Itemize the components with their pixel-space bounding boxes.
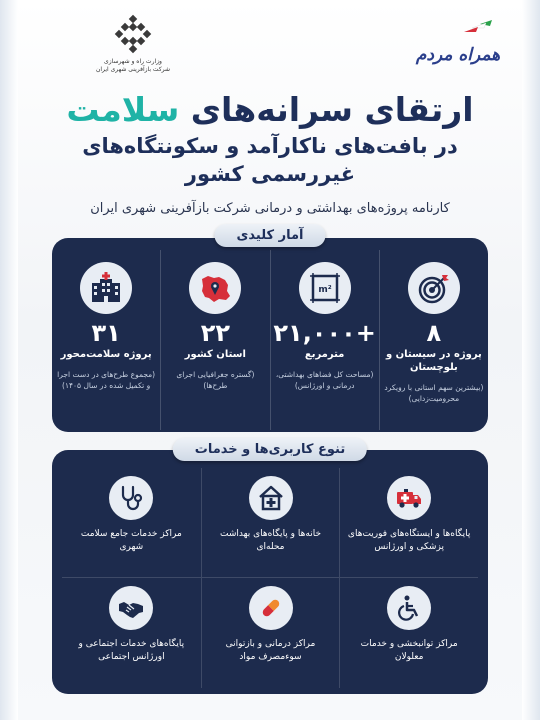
handshake-icon — [117, 594, 145, 622]
service-item — [339, 578, 478, 688]
health-house-icon — [257, 484, 285, 512]
stat-note: (بیشترین سهم استانی با رویکرد محرومیت‌زدایی) — [384, 383, 484, 403]
stat-note: (مجموع طرح‌های در دست اجرا و تکمیل شده در سال ۱۴۰۵) — [57, 370, 156, 390]
company-name: شرکت بازآفرینی شهری ایران — [95, 66, 171, 73]
stat-value: ۳۱ — [91, 319, 121, 347]
subtitle: کارنامه پروژه‌های بهداشتی و درمانی شرکت بازآفرینی شهری ایران — [90, 201, 450, 216]
stat-value: ۲۲ — [200, 319, 231, 347]
key-stats-grid — [52, 250, 488, 430]
stat-item — [270, 250, 379, 430]
service-item — [339, 468, 478, 578]
area-m2-icon-wrap — [299, 262, 351, 314]
secondary-title: در بافت‌های ناکارآمد و سکونتگاه‌های غیررسمی کشور — [82, 134, 458, 186]
stat-label: استان کشور — [184, 349, 246, 360]
service-item — [201, 578, 340, 688]
ambulance-icon — [395, 484, 423, 512]
stethoscope-icon — [117, 484, 145, 512]
stat-note: (گستره جغرافیایی اجرای طرح‌ها) — [176, 370, 255, 390]
stat-value: +۲۱,۰۰۰ — [273, 319, 376, 347]
company-emblem-icon — [113, 14, 153, 54]
area-m2-icon — [308, 271, 342, 305]
stethoscope-icon-wrap — [109, 476, 153, 520]
iran-map-icon — [198, 271, 232, 305]
stat-label: پروژه در سیستان و بلوچستان — [385, 349, 482, 373]
service-item — [62, 578, 201, 688]
service-item — [62, 468, 201, 578]
company-logo — [68, 14, 198, 84]
stat-item — [160, 250, 269, 430]
health-house-icon-wrap — [249, 476, 293, 520]
target-icon — [417, 271, 451, 305]
title-block — [30, 90, 510, 218]
service-label: خانه‌ها و پایگاه‌های بهداشت محله‌ای — [219, 529, 322, 552]
left-edge-decoration — [0, 0, 18, 720]
hospital-icon-wrap — [80, 262, 132, 314]
service-label: مراکز توانبخشی و خدمات معلولان — [360, 639, 458, 662]
ministry-name: وزارت راه و شهرسازی — [104, 58, 162, 65]
campaign-logo-icon — [410, 14, 506, 78]
stat-label: مترمربع — [304, 349, 345, 360]
stat-item — [379, 250, 488, 430]
target-icon-wrap — [408, 262, 460, 314]
wheelchair-icon-wrap — [387, 586, 431, 630]
services-heading: تنوع کاربری‌ها و خدمات — [173, 438, 367, 461]
ambulance-icon-wrap — [387, 476, 431, 520]
wheelchair-icon — [395, 594, 423, 622]
pill-icon-wrap — [249, 586, 293, 630]
right-edge-decoration — [522, 0, 540, 720]
service-label: پایگاه‌ها و ایستگاه‌های فوریت‌های پزشکی و اورژانس — [347, 529, 471, 552]
iran-map-icon-wrap — [189, 262, 241, 314]
stat-value: ۸ — [426, 319, 442, 347]
main-title — [30, 90, 510, 130]
pill-icon — [257, 594, 285, 622]
svg-text:m²: m² — [317, 285, 332, 295]
stat-note: (مساحت کل فضاهای بهداشتی، درمانی و اورژانس) — [275, 370, 374, 390]
key-stats-heading: آمار کلیدی — [215, 224, 326, 247]
campaign-logo — [410, 14, 506, 78]
service-label: پایگاه‌های خدمات اجتماعی و اورژانس اجتماعی — [78, 639, 185, 662]
stat-label: پروژه سلامت‌محور — [60, 349, 152, 360]
main-title-part: ارتقای سرانه‌های — [179, 90, 474, 129]
handshake-icon-wrap — [109, 586, 153, 630]
hospital-icon — [89, 271, 123, 305]
service-label: مراکز درمانی و بازتوانی سوءمصرف مواد — [225, 639, 316, 662]
campaign-logo-text: همراه مردم — [415, 45, 501, 65]
services-grid — [62, 468, 478, 688]
main-title-accent: سلامت — [66, 90, 180, 129]
stat-item — [52, 250, 160, 430]
service-label: مراکز خدمات جامع سلامت شهری — [80, 529, 182, 552]
service-item — [201, 468, 340, 578]
